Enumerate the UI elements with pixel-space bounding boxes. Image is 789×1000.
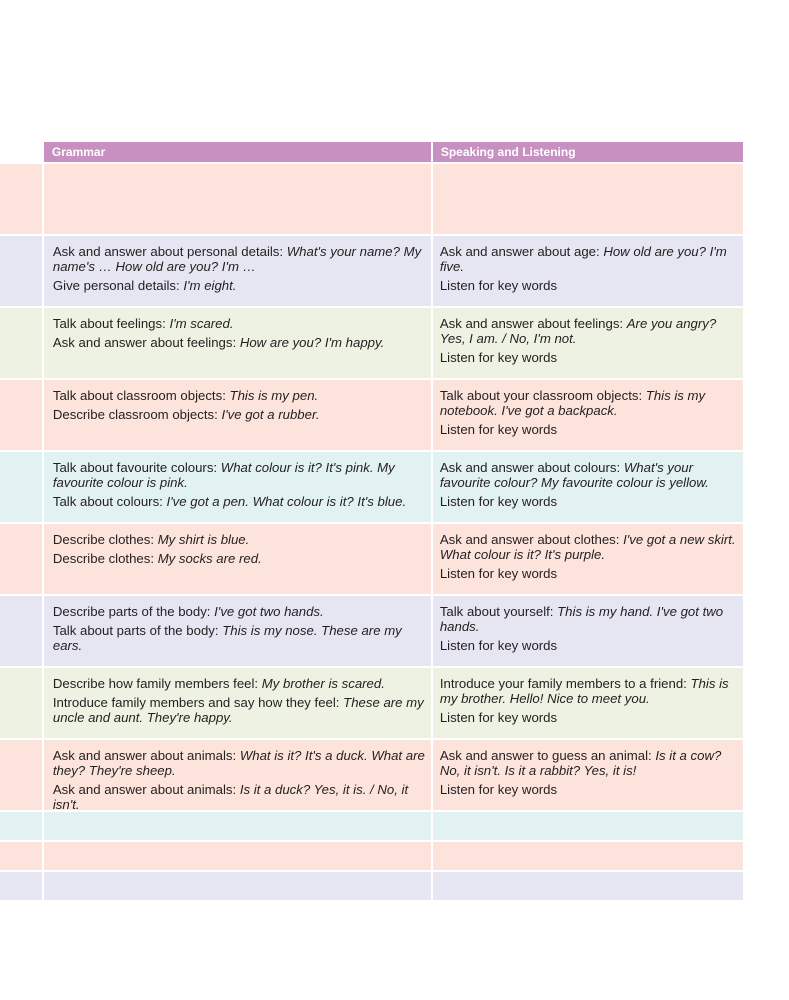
- cell-line-example: My shirt is blue.: [157, 532, 250, 547]
- cell-line: [53, 316, 425, 331]
- cell-line-text: Ask and answer about clothes:: [439, 532, 624, 547]
- cell-line-example: I've got a pen. What colour is it? It's blue.: [166, 494, 407, 509]
- cell-line-example: I've got a rubber.: [221, 407, 320, 422]
- cell-line-example: How old are you? I'm five.: [439, 244, 727, 274]
- cell-line-text: Ask and answer about personal details:: [52, 244, 287, 259]
- cell-line-text: Listen for key words: [439, 278, 558, 293]
- cell-line: [440, 494, 739, 509]
- cell-line-text: Describe parts of the body:: [52, 604, 215, 619]
- cell-line-example: This is my notebook. I've got a backpack.: [439, 388, 706, 418]
- cell-line-example: I've got a new skirt. What colour is it? It's purple.: [439, 532, 736, 562]
- cell-line-example: These are my uncle and aunt. They're happy.: [52, 695, 424, 725]
- cell-line: [440, 676, 739, 706]
- cell-line: [53, 460, 425, 490]
- row-marker: [0, 668, 42, 738]
- table-row: [0, 308, 743, 378]
- cell-line: [440, 638, 739, 653]
- cell-line-example: What is it? It's a duck. What are they? They're sheep.: [52, 748, 425, 778]
- row-marker: [0, 308, 42, 378]
- cell-line-text: Give personal details:: [52, 278, 184, 293]
- cell-line-example: This is my pen.: [229, 388, 319, 403]
- row-marker: [0, 872, 42, 900]
- row-marker: [0, 524, 42, 594]
- speaking-listening-cell: [433, 842, 743, 870]
- cell-line: [53, 604, 425, 619]
- grammar-column-header: Grammar: [44, 142, 431, 162]
- cell-line-text: Listen for key words: [439, 422, 558, 437]
- speaking-listening-cell: [433, 668, 743, 738]
- grammar-cell: [44, 668, 431, 738]
- cell-line: [53, 782, 425, 812]
- cell-line: [440, 782, 739, 797]
- speaking-listening-cell: [433, 740, 743, 810]
- cell-line: [440, 532, 739, 562]
- cell-line: [53, 695, 425, 725]
- cell-line-text: Ask and answer about colours:: [439, 460, 624, 475]
- cell-line-text: Describe clothes:: [52, 532, 158, 547]
- row-marker: [0, 842, 42, 870]
- cell-line-example: My socks are red.: [157, 551, 262, 566]
- cell-line: [53, 494, 425, 509]
- cell-line: [53, 532, 425, 547]
- cell-line-text: Ask and answer about feelings:: [439, 316, 627, 331]
- cell-line: [440, 604, 739, 634]
- cell-line: [53, 335, 425, 350]
- cell-line-text: Talk about feelings:: [52, 316, 170, 331]
- cell-line-text: Listen for key words: [439, 782, 558, 797]
- grammar-cell: [44, 308, 431, 378]
- grammar-cell: [44, 236, 431, 306]
- cell-line: [53, 676, 425, 691]
- cell-line: [440, 422, 739, 437]
- cell-line-text: Listen for key words: [439, 350, 558, 365]
- cell-line-text: Talk about your classroom objects:: [439, 388, 646, 403]
- grammar-cell: [44, 452, 431, 522]
- cell-line-text: Describe how family members feel:: [52, 676, 262, 691]
- cell-line-example: What's your favourite colour? My favourite colour is yellow.: [439, 460, 709, 490]
- row-marker: [0, 380, 42, 450]
- table-body: [0, 164, 743, 900]
- row-marker: [0, 164, 42, 234]
- cell-line: [440, 316, 739, 346]
- cell-line: [440, 710, 739, 725]
- table-row: [0, 872, 743, 900]
- table-row: [0, 164, 743, 234]
- cell-line-text: Ask and answer about age:: [439, 244, 604, 259]
- cell-line-example: What colour is it? It's pink. My favourite colour is pink.: [52, 460, 395, 490]
- cell-line: [53, 278, 425, 293]
- cell-line-text: Ask and answer about animals:: [52, 782, 240, 797]
- cell-line: [440, 388, 739, 418]
- cell-line: [53, 407, 425, 422]
- cell-line-text: Ask and answer about animals:: [52, 748, 240, 763]
- grammar-cell: [44, 740, 431, 810]
- header-spacer: [0, 142, 42, 162]
- table-row: [0, 740, 743, 810]
- cell-line: [440, 350, 739, 365]
- grammar-cell: [44, 872, 431, 900]
- table-row: [0, 380, 743, 450]
- cell-line: [53, 551, 425, 566]
- speaking-listening-cell: [433, 164, 743, 234]
- grammar-cell: [44, 524, 431, 594]
- speaking-listening-cell: [433, 380, 743, 450]
- cell-line-text: Talk about classroom objects:: [52, 388, 230, 403]
- cell-line-example: My brother is scared.: [261, 676, 385, 691]
- table-row: [0, 596, 743, 666]
- cell-line: [53, 388, 425, 403]
- table-row: [0, 452, 743, 522]
- cell-line-example: Is it a duck? Yes, it is. / No, it isn't.: [52, 782, 409, 812]
- cell-line-text: Listen for key words: [439, 710, 558, 725]
- cell-line-example: This is my nose. These are my ears.: [52, 623, 402, 653]
- cell-line-example: This is my hand. I've got two hands.: [439, 604, 724, 634]
- cell-line-example: This is my brother. Hello! Nice to meet you.: [439, 676, 729, 706]
- cell-line-text: Talk about favourite colours:: [52, 460, 221, 475]
- cell-line-text: Ask and answer to guess an animal:: [439, 748, 656, 763]
- row-marker: [0, 596, 42, 666]
- table-row: [0, 524, 743, 594]
- table-row: [0, 842, 743, 870]
- cell-line: [440, 566, 739, 581]
- grammar-cell: [44, 380, 431, 450]
- speaking-listening-cell: [433, 524, 743, 594]
- grammar-cell: [44, 596, 431, 666]
- cell-line: [440, 278, 739, 293]
- cell-line-example: I've got two hands.: [214, 604, 324, 619]
- cell-line-example: Are you angry? Yes, I am. / No, I'm not.: [439, 316, 717, 346]
- cell-line: [53, 623, 425, 653]
- speaking-listening-cell: [433, 596, 743, 666]
- curriculum-table: [0, 142, 743, 900]
- row-marker: [0, 740, 42, 810]
- cell-line-text: Talk about yourself:: [439, 604, 558, 619]
- cell-line-text: Introduce family members and say how they feel:: [52, 695, 344, 710]
- speaking-listening-cell: [433, 308, 743, 378]
- cell-line: [53, 748, 425, 778]
- grammar-cell: [44, 164, 431, 234]
- speaking-listening-cell: [433, 452, 743, 522]
- cell-line-text: Ask and answer about feelings:: [52, 335, 240, 350]
- cell-line-text: Listen for key words: [439, 566, 558, 581]
- cell-line-example: I'm eight.: [183, 278, 237, 293]
- cell-line-text: Describe clothes:: [52, 551, 158, 566]
- table-row: [0, 236, 743, 306]
- cell-line-text: Introduce your family members to a friend:: [439, 676, 691, 691]
- row-marker: [0, 812, 42, 840]
- cell-line: [53, 244, 425, 274]
- grammar-cell: [44, 842, 431, 870]
- cell-line: [440, 244, 739, 274]
- cell-line-text: Talk about colours:: [52, 494, 167, 509]
- cell-line: [440, 748, 739, 778]
- speaking-listening-cell: [433, 812, 743, 840]
- speaking-listening-cell: [433, 236, 743, 306]
- table-row: [0, 812, 743, 840]
- cell-line: [440, 460, 739, 490]
- table-row: [0, 668, 743, 738]
- cell-line-example: How are you? I'm happy.: [239, 335, 385, 350]
- cell-line-text: Talk about parts of the body:: [52, 623, 223, 638]
- cell-line-example: I'm scared.: [169, 316, 234, 331]
- cell-line-text: Listen for key words: [439, 638, 558, 653]
- speaking-listening-column-header: Speaking and Listening: [433, 142, 743, 162]
- row-marker: [0, 236, 42, 306]
- cell-line-example: Is it a cow? No, it isn't. Is it a rabbit? Yes, it is!: [439, 748, 722, 778]
- cell-line-example: What's your name? My name's … How old are you? I'm …: [52, 244, 422, 274]
- grammar-cell: [44, 812, 431, 840]
- speaking-listening-cell: [433, 872, 743, 900]
- cell-line-text: Describe classroom objects:: [52, 407, 222, 422]
- table-header: [0, 142, 743, 162]
- row-marker: [0, 452, 42, 522]
- cell-line-text: Listen for key words: [439, 494, 558, 509]
